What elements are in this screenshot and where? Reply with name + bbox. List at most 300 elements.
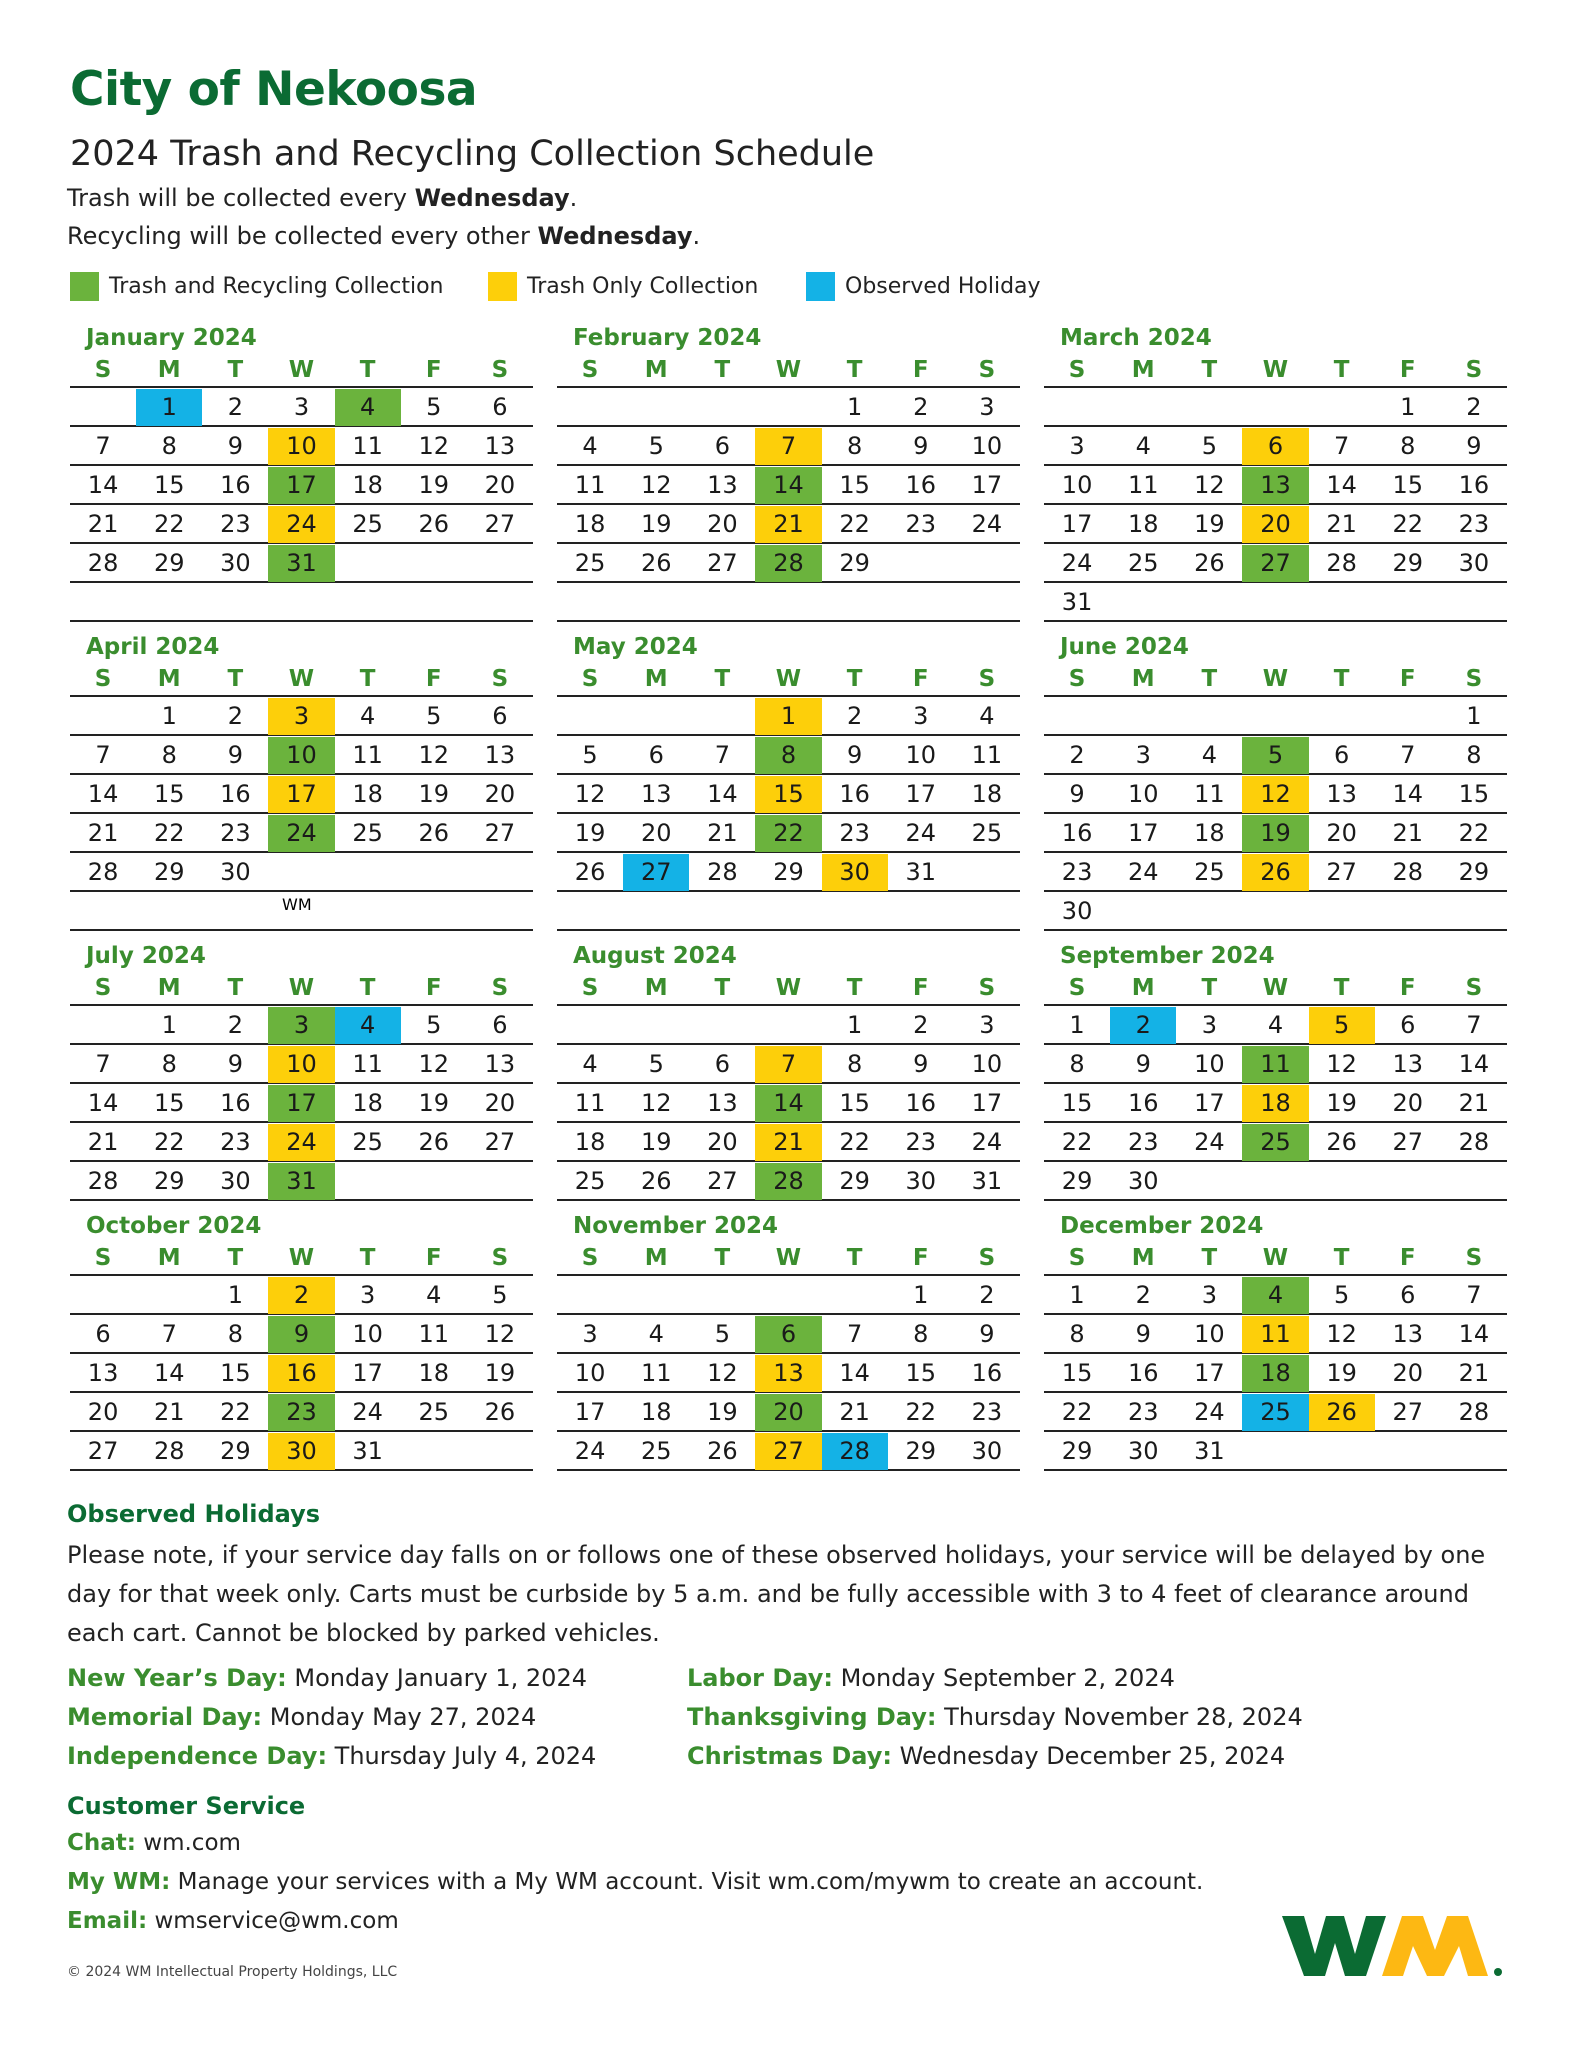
day-cell: 7 bbox=[1400, 741, 1416, 769]
week-row bbox=[1044, 1084, 1507, 1123]
day-cell: 18 bbox=[1242, 1355, 1308, 1392]
day-cell: 4 bbox=[1242, 1277, 1308, 1314]
week-row bbox=[70, 466, 533, 505]
day-cell: 23 bbox=[1127, 1128, 1159, 1156]
day-cell: 14 bbox=[755, 1085, 821, 1122]
weekday-label: T bbox=[846, 975, 863, 1001]
weekday-label: T bbox=[227, 666, 244, 692]
week-row bbox=[70, 1393, 533, 1432]
month-title: December 2024 bbox=[1060, 1213, 1264, 1239]
empty-day-cell bbox=[136, 893, 202, 928]
weekday-label: F bbox=[425, 1245, 442, 1271]
month-calendar bbox=[557, 322, 1020, 622]
weekday-label: W bbox=[288, 666, 315, 692]
day-cell: 22 bbox=[1392, 510, 1424, 538]
empty-day-cell bbox=[335, 1163, 401, 1200]
day-cell: 19 bbox=[1326, 1359, 1357, 1387]
weekday-label: W bbox=[775, 1245, 802, 1271]
day-cell: 10 bbox=[971, 432, 1003, 460]
day-cell: 18 bbox=[574, 510, 606, 538]
day-cell: 2 bbox=[227, 393, 243, 421]
weekday-label: M bbox=[157, 666, 181, 692]
day-cell: 16 bbox=[1127, 1089, 1159, 1117]
day-cell: 7 bbox=[714, 741, 730, 769]
day-cell: 12 bbox=[484, 1320, 516, 1348]
day-cell: 26 bbox=[707, 1437, 738, 1465]
day-cell: 11 bbox=[1194, 780, 1225, 808]
wm-logo-text: WM bbox=[282, 895, 312, 914]
day-cell: 18 bbox=[352, 1089, 383, 1117]
day-cell: 3 bbox=[979, 1011, 995, 1039]
day-cell: 5 bbox=[582, 741, 598, 769]
day-cell: 14 bbox=[839, 1359, 870, 1387]
day-cell: 2 bbox=[913, 1011, 929, 1039]
recycling-intro-text: Recycling will be collected every other bbox=[67, 222, 538, 250]
holiday-name: Independence Day: bbox=[67, 1742, 328, 1770]
weekday-label: T bbox=[714, 975, 731, 1001]
day-cell: 19 bbox=[1194, 510, 1225, 538]
month-calendar bbox=[70, 1210, 533, 1471]
day-cell: 20 bbox=[87, 1398, 119, 1426]
day-cell: 7 bbox=[1466, 1281, 1482, 1309]
day-cell: 23 bbox=[220, 1128, 251, 1156]
day-cell: 5 bbox=[648, 432, 664, 460]
day-cell: 9 bbox=[1069, 780, 1085, 808]
week-row bbox=[1044, 388, 1507, 427]
day-cell: 4 bbox=[1267, 1011, 1284, 1039]
day-cell: 27 bbox=[1392, 1398, 1424, 1426]
day-cell: 7 bbox=[1466, 1011, 1482, 1039]
week-row bbox=[557, 1006, 1020, 1045]
day-cell: 30 bbox=[1127, 1437, 1159, 1465]
day-cell: 29 bbox=[220, 1437, 251, 1465]
empty-day-cell bbox=[70, 584, 136, 619]
day-cell: 24 bbox=[268, 815, 334, 852]
day-cell: 20 bbox=[707, 1128, 738, 1156]
day-cell: 9 bbox=[913, 1050, 929, 1078]
legend-label: Trash and Recycling Collection bbox=[109, 274, 444, 299]
week-row bbox=[557, 583, 1020, 622]
month-title: August 2024 bbox=[573, 943, 737, 969]
day-cell: 15 bbox=[755, 776, 821, 813]
day-cell: 11 bbox=[574, 1089, 606, 1117]
day-cell: 8 bbox=[227, 1320, 243, 1348]
day-cell: 26 bbox=[1194, 549, 1225, 577]
weekday-label: M bbox=[1131, 975, 1155, 1001]
week-row bbox=[70, 853, 533, 892]
empty-day-cell bbox=[1110, 584, 1176, 621]
weekday-label: T bbox=[1333, 666, 1350, 692]
day-cell: 21 bbox=[87, 1128, 119, 1156]
weekday-label: T bbox=[1201, 666, 1218, 692]
week-row bbox=[70, 544, 533, 583]
weekday-label: F bbox=[912, 357, 929, 383]
legend-label: Observed Holiday bbox=[845, 274, 1041, 299]
empty-day-cell bbox=[1242, 584, 1308, 621]
holiday-name: Christmas Day: bbox=[687, 1742, 892, 1770]
day-cell: 25 bbox=[574, 549, 606, 577]
weekday-label: S bbox=[94, 357, 112, 383]
day-cell: 29 bbox=[153, 858, 185, 886]
day-cell: 7 bbox=[95, 432, 111, 460]
weekday-header bbox=[1044, 972, 1507, 1006]
weekday-label: T bbox=[359, 975, 376, 1001]
day-cell: 26 bbox=[640, 549, 672, 577]
day-cell: 16 bbox=[1061, 819, 1093, 847]
day-cell: 23 bbox=[905, 1128, 937, 1156]
day-cell: 27 bbox=[484, 1128, 516, 1156]
chat-line bbox=[67, 1830, 241, 1856]
week-row bbox=[70, 427, 533, 466]
holiday-name: Labor Day: bbox=[687, 1664, 833, 1692]
empty-day-cell bbox=[822, 1277, 888, 1314]
day-cell: 4 bbox=[648, 1320, 664, 1348]
month-calendar bbox=[1044, 631, 1507, 931]
weekday-label: T bbox=[714, 357, 731, 383]
week-row bbox=[70, 1276, 533, 1315]
day-cell: 7 bbox=[846, 1320, 863, 1348]
day-cell: 14 bbox=[1458, 1320, 1490, 1348]
day-cell: 24 bbox=[1194, 1128, 1225, 1156]
day-cell: 22 bbox=[1458, 819, 1490, 847]
empty-day-cell bbox=[1242, 893, 1308, 930]
empty-day-cell bbox=[1176, 389, 1242, 426]
day-cell: 30 bbox=[1061, 897, 1093, 925]
day-cell: 22 bbox=[220, 1398, 251, 1426]
week-row bbox=[70, 505, 533, 544]
day-cell: 26 bbox=[1326, 1128, 1357, 1156]
week-row bbox=[70, 388, 533, 427]
day-cell: 2 bbox=[913, 393, 929, 421]
email-line bbox=[67, 1908, 399, 1934]
weekday-header bbox=[70, 663, 533, 697]
weekday-label: T bbox=[1201, 1245, 1218, 1271]
day-cell: 11 bbox=[1242, 1316, 1308, 1353]
weekday-label: S bbox=[491, 357, 509, 383]
day-cell: 31 bbox=[1061, 588, 1093, 616]
week-row bbox=[557, 1084, 1020, 1123]
day-cell: 5 bbox=[648, 1050, 664, 1078]
day-cell: 28 bbox=[755, 1163, 821, 1200]
weekday-label: T bbox=[359, 1245, 376, 1271]
weekday-label: S bbox=[1068, 666, 1086, 692]
day-cell: 21 bbox=[839, 1398, 870, 1426]
empty-day-cell bbox=[954, 854, 1020, 891]
day-cell: 18 bbox=[971, 780, 1003, 808]
weekday-label: T bbox=[714, 666, 731, 692]
day-cell: 1 bbox=[1400, 393, 1416, 421]
day-cell: 27 bbox=[623, 854, 689, 891]
day-cell: 17 bbox=[971, 1089, 1003, 1117]
day-cell: 1 bbox=[846, 393, 863, 421]
customer-service-heading: Customer Service bbox=[67, 1792, 306, 1820]
empty-day-cell bbox=[1242, 698, 1308, 735]
day-cell: 4 bbox=[582, 432, 598, 460]
day-cell: 10 bbox=[268, 428, 334, 465]
day-cell: 13 bbox=[640, 780, 672, 808]
weekday-label: S bbox=[94, 1245, 112, 1271]
week-row bbox=[1044, 1354, 1507, 1393]
empty-day-cell bbox=[1441, 1163, 1507, 1200]
weekday-label: M bbox=[157, 1245, 181, 1271]
empty-day-cell bbox=[136, 1277, 202, 1314]
day-cell: 9 bbox=[1135, 1050, 1151, 1078]
empty-day-cell bbox=[335, 893, 401, 928]
week-row bbox=[557, 1315, 1020, 1354]
email-link[interactable]: wmservice@wm.com bbox=[147, 1908, 399, 1934]
mywm-text[interactable]: Manage your services with a My WM account. Visit wm.com/mywm to create an account. bbox=[170, 1869, 1204, 1895]
day-cell: 4 bbox=[979, 702, 995, 730]
week-row bbox=[557, 1276, 1020, 1315]
day-cell: 10 bbox=[1194, 1050, 1225, 1078]
empty-day-cell bbox=[268, 584, 334, 619]
day-cell: 30 bbox=[971, 1437, 1003, 1465]
day-cell: 13 bbox=[707, 1089, 738, 1117]
day-cell: 10 bbox=[268, 737, 334, 774]
day-cell: 17 bbox=[1194, 1089, 1225, 1117]
day-cell: 12 bbox=[1326, 1320, 1357, 1348]
mywm-line bbox=[67, 1869, 1203, 1895]
day-cell: 19 bbox=[640, 510, 672, 538]
day-cell: 15 bbox=[1061, 1359, 1093, 1387]
day-cell: 4 bbox=[1201, 741, 1217, 769]
weekday-label: S bbox=[1465, 666, 1483, 692]
empty-day-cell bbox=[689, 1007, 755, 1044]
week-row bbox=[1044, 583, 1507, 622]
month-calendar bbox=[557, 940, 1020, 1201]
weekday-label: F bbox=[912, 666, 929, 692]
day-cell: 17 bbox=[352, 1359, 383, 1387]
day-cell: 25 bbox=[352, 819, 383, 847]
week-row bbox=[70, 1354, 533, 1393]
day-cell: 3 bbox=[268, 698, 334, 735]
weekday-label: S bbox=[978, 666, 996, 692]
day-cell: 21 bbox=[1458, 1089, 1490, 1117]
weekday-label: S bbox=[491, 975, 509, 1001]
day-cell: 27 bbox=[87, 1437, 119, 1465]
holiday-date: Thursday November 28, 2024 bbox=[936, 1703, 1303, 1731]
month-title: September 2024 bbox=[1060, 943, 1275, 969]
empty-day-cell bbox=[467, 584, 533, 619]
holiday-date: Wednesday December 25, 2024 bbox=[891, 1742, 1286, 1770]
empty-day-cell bbox=[202, 893, 268, 928]
day-cell: 30 bbox=[905, 1167, 937, 1195]
day-cell: 17 bbox=[1194, 1359, 1225, 1387]
day-cell: 1 bbox=[913, 1281, 929, 1309]
day-cell: 23 bbox=[971, 1398, 1003, 1426]
empty-day-cell bbox=[755, 1007, 821, 1044]
week-row bbox=[1044, 544, 1507, 583]
day-cell: 23 bbox=[905, 510, 937, 538]
weekday-label: T bbox=[227, 975, 244, 1001]
day-cell: 28 bbox=[755, 545, 821, 582]
empty-day-cell bbox=[557, 1007, 623, 1044]
week-row bbox=[557, 1354, 1020, 1393]
empty-day-cell bbox=[401, 545, 467, 582]
day-cell: 20 bbox=[707, 510, 738, 538]
day-cell: 28 bbox=[87, 858, 119, 886]
day-cell: 22 bbox=[153, 819, 185, 847]
week-row bbox=[557, 1123, 1020, 1162]
weekday-label: S bbox=[1465, 1245, 1483, 1271]
day-cell: 10 bbox=[574, 1359, 606, 1387]
day-cell: 28 bbox=[707, 858, 738, 886]
day-cell: 18 bbox=[574, 1128, 606, 1156]
empty-day-cell bbox=[557, 893, 623, 928]
day-cell: 31 bbox=[268, 545, 334, 582]
day-cell: 24 bbox=[352, 1398, 383, 1426]
legend bbox=[70, 272, 1170, 302]
month-title: January 2024 bbox=[86, 325, 257, 351]
week-row bbox=[557, 736, 1020, 775]
weekday-header bbox=[70, 1242, 533, 1276]
day-cell: 4 bbox=[1135, 432, 1151, 460]
empty-day-cell bbox=[557, 1277, 623, 1314]
day-cell: 28 bbox=[153, 1437, 185, 1465]
month-calendar bbox=[70, 940, 533, 1201]
week-row bbox=[1044, 892, 1507, 931]
day-cell: 15 bbox=[153, 780, 185, 808]
day-cell: 25 bbox=[352, 1128, 383, 1156]
day-cell: 15 bbox=[220, 1359, 251, 1387]
week-row bbox=[70, 1432, 533, 1471]
empty-day-cell bbox=[335, 584, 401, 619]
empty-day-cell bbox=[623, 584, 689, 619]
day-cell: 1 bbox=[161, 702, 177, 730]
day-cell: 12 bbox=[640, 1089, 672, 1117]
day-cell: 6 bbox=[492, 702, 508, 730]
empty-day-cell bbox=[1176, 584, 1242, 621]
day-cell: 26 bbox=[484, 1398, 516, 1426]
empty-day-cell bbox=[401, 584, 467, 619]
weekday-label: F bbox=[1399, 357, 1416, 383]
day-cell: 24 bbox=[971, 1128, 1003, 1156]
day-cell: 8 bbox=[1069, 1320, 1085, 1348]
day-cell: 17 bbox=[574, 1398, 606, 1426]
day-cell: 9 bbox=[227, 1050, 243, 1078]
day-cell: 11 bbox=[418, 1320, 450, 1348]
weekday-label: F bbox=[1399, 1245, 1416, 1271]
day-cell: 30 bbox=[220, 858, 251, 886]
trash-intro-text: Trash will be collected every bbox=[67, 184, 415, 212]
week-row bbox=[1044, 814, 1507, 853]
day-cell: 29 bbox=[773, 858, 804, 886]
weekday-label: T bbox=[846, 666, 863, 692]
day-cell: 27 bbox=[707, 1167, 738, 1195]
day-cell: 29 bbox=[1458, 858, 1490, 886]
empty-day-cell bbox=[1044, 698, 1110, 735]
day-cell: 3 bbox=[1135, 741, 1151, 769]
day-cell: 11 bbox=[640, 1359, 672, 1387]
day-cell: 26 bbox=[418, 1128, 450, 1156]
day-cell: 28 bbox=[822, 1433, 888, 1470]
day-cell: 3 bbox=[1201, 1011, 1217, 1039]
day-cell: 7 bbox=[95, 741, 111, 769]
day-cell: 7 bbox=[755, 428, 821, 465]
day-cell: 22 bbox=[755, 815, 821, 852]
day-cell: 8 bbox=[161, 1050, 177, 1078]
weekday-label: M bbox=[644, 1245, 668, 1271]
week-row bbox=[1044, 1162, 1507, 1201]
day-cell: 13 bbox=[1392, 1050, 1424, 1078]
day-cell: 16 bbox=[1127, 1359, 1159, 1387]
empty-day-cell bbox=[70, 1007, 136, 1044]
weekday-label: T bbox=[1333, 975, 1350, 1001]
day-cell: 11 bbox=[1127, 471, 1159, 499]
week-row bbox=[1044, 853, 1507, 892]
day-cell: 18 bbox=[640, 1398, 672, 1426]
day-cell: 7 bbox=[1333, 432, 1350, 460]
day-cell: 30 bbox=[1458, 549, 1490, 577]
day-cell: 24 bbox=[1061, 549, 1093, 577]
day-cell: 8 bbox=[1466, 741, 1482, 769]
day-cell: 6 bbox=[1400, 1281, 1416, 1309]
month-calendar bbox=[70, 322, 533, 622]
day-cell: 9 bbox=[846, 741, 863, 769]
empty-day-cell bbox=[401, 1163, 467, 1200]
day-cell: 1 bbox=[755, 698, 821, 735]
day-cell: 28 bbox=[1326, 549, 1357, 577]
month-title: March 2024 bbox=[1060, 325, 1212, 351]
day-cell: 28 bbox=[87, 549, 119, 577]
day-cell: 9 bbox=[979, 1320, 995, 1348]
day-cell: 27 bbox=[1242, 545, 1308, 582]
day-cell: 2 bbox=[846, 702, 863, 730]
day-cell: 19 bbox=[574, 819, 606, 847]
holiday-memorial bbox=[67, 1703, 536, 1731]
empty-day-cell bbox=[689, 584, 755, 619]
weekday-label: S bbox=[1465, 975, 1483, 1001]
day-cell: 27 bbox=[707, 549, 738, 577]
day-cell: 17 bbox=[268, 776, 334, 813]
week-row bbox=[557, 697, 1020, 736]
empty-day-cell bbox=[689, 1277, 755, 1314]
weekday-label: T bbox=[227, 357, 244, 383]
day-cell: 12 bbox=[1194, 471, 1225, 499]
weekday-header bbox=[70, 354, 533, 388]
weekday-label: S bbox=[978, 1245, 996, 1271]
day-cell: 6 bbox=[95, 1320, 111, 1348]
copyright: © 2024 WM Intellectual Property Holdings, LLC bbox=[67, 1964, 398, 1980]
day-cell: 25 bbox=[1242, 1124, 1308, 1161]
day-cell: 30 bbox=[220, 549, 251, 577]
day-cell: 20 bbox=[1392, 1359, 1424, 1387]
day-cell: 5 bbox=[426, 702, 442, 730]
empty-day-cell bbox=[954, 545, 1020, 582]
day-cell: 15 bbox=[153, 1089, 185, 1117]
empty-day-cell bbox=[70, 1277, 136, 1314]
month-calendar bbox=[1044, 1210, 1507, 1471]
day-cell: 22 bbox=[839, 1128, 870, 1156]
day-cell: 10 bbox=[971, 1050, 1003, 1078]
empty-day-cell bbox=[755, 389, 821, 426]
day-cell: 12 bbox=[418, 432, 450, 460]
weekday-label: S bbox=[1465, 357, 1483, 383]
day-cell: 19 bbox=[707, 1398, 738, 1426]
day-cell: 24 bbox=[268, 1124, 334, 1161]
weekday-label: S bbox=[1068, 357, 1086, 383]
weekday-header bbox=[557, 972, 1020, 1006]
weekday-label: S bbox=[1068, 1245, 1086, 1271]
weekday-label: W bbox=[775, 975, 802, 1001]
day-cell: 29 bbox=[905, 1437, 937, 1465]
month-calendar bbox=[557, 631, 1020, 931]
day-cell: 10 bbox=[352, 1320, 383, 1348]
chat-link[interactable]: wm.com bbox=[135, 1830, 241, 1856]
recycling-intro-end: . bbox=[692, 222, 701, 250]
day-cell: 29 bbox=[153, 549, 185, 577]
empty-day-cell bbox=[623, 389, 689, 426]
